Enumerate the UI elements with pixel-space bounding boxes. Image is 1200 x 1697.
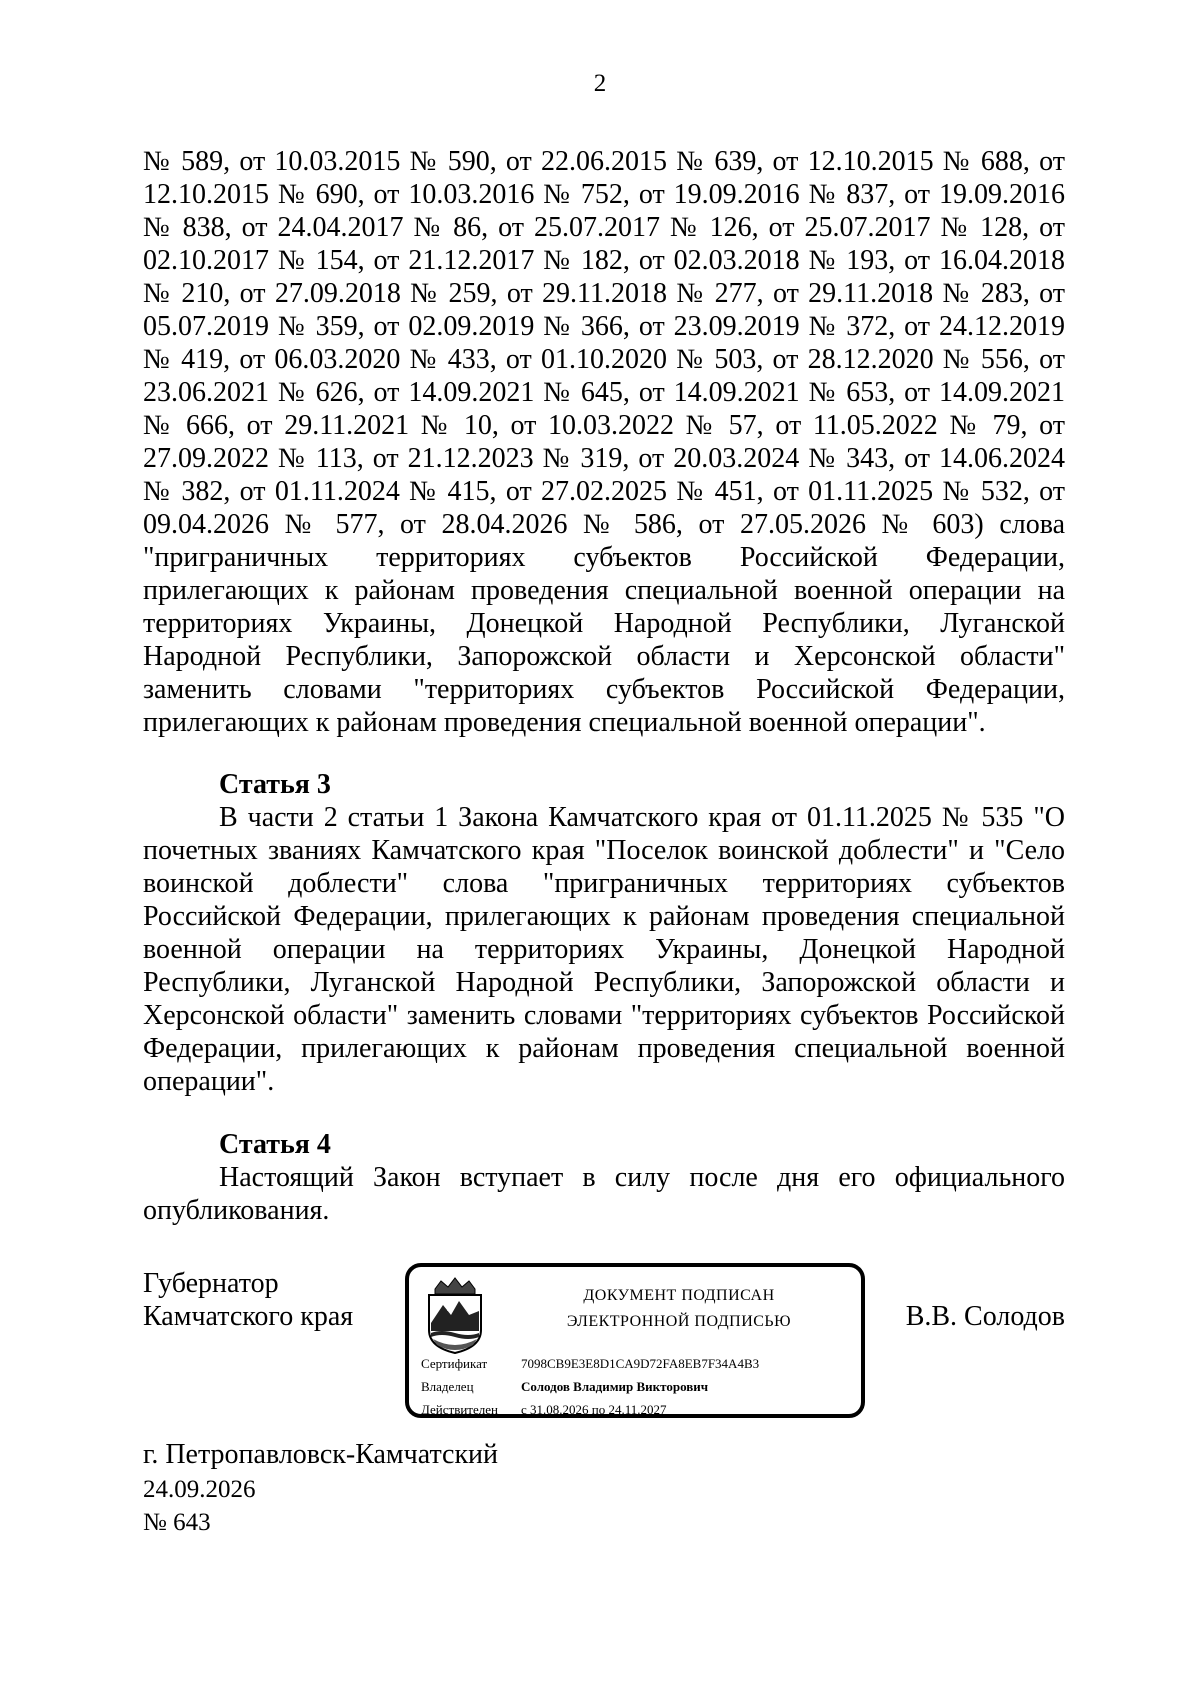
stamp-owner-row xyxy=(421,1379,708,1395)
footer-city: г. Петропавловск-Камчатский xyxy=(143,1439,499,1470)
signatory-position-line2: Камчатского края xyxy=(143,1301,354,1332)
footer-law-number: № 643 xyxy=(143,1509,211,1536)
stamp-certificate-label: Сертификат xyxy=(421,1356,488,1371)
stamp-title-line2: ЭЛЕКТРОННОЙ ПОДПИСЬЮ xyxy=(566,1313,792,1330)
footer-date: 24.09.2026 xyxy=(143,1476,256,1503)
stamp-title-line1: ДОКУМЕНТ ПОДПИСАН xyxy=(583,1287,775,1304)
stamp-certificate-row xyxy=(421,1356,759,1372)
electronic-signature-stamp xyxy=(405,1263,865,1418)
article-4-heading: Статья 4 xyxy=(219,1129,331,1160)
article-3-text: В части 2 статьи 1 Закона Камчатского края от 01.11.2025 № 535 "О почетных званиях Камчатского края "Поселок воинской доблести" и "Село воинской доблести" слова "приграничных территориях субъектов Российской Федерации, прилегающих к районам проведения специальной военной операции на территориях Украины, Донецкой Народной Республики, Луганской Народной Республики, Запорожской области и Херсонской области" заменить словами "территориях субъектов Российской Федерации, прилегающих к районам проведения специальной военной операции". xyxy=(143,802,1065,1097)
stamp-owner-value: Солодов Владимир Викторович xyxy=(521,1379,709,1394)
stamp-validity-value: с 31.08.2026 по 24.11.2027 xyxy=(521,1402,667,1417)
paragraph-amendment-list: № 589, от 10.03.2015 № 590, от 22.06.2015 № 639, от 12.10.2015 № 688, от 12.10.2015 № 690, от 10.03.2016 № 752, от 19.09.2016 № 837, от 19.09.2016 № 838, от 24.04.2017 № 86, от 25.07.2017 № 126, от 25.07.2017 № 128, от 02.10.2017 № 154, от 21.12.2017 № 182, от 02.03.2018 № 193, от 16.04.2018 № 210, от 27.09.2018 № 259, от 29.11.2018 № 277, от 29.11.2018 № 283, от 05.07.2019 № 359, от 02.09.2019 № 366, от 23.09.2019 № 372, от 24.12.2019 № 419, от 06.03.2020 № 433, от 01.10.2020 № 503, от 28.12.2020 № 556, от 23.06.2021 № 626, от 14.09.2021 № 645, от 14.09.2021 № 653, от 14.09.2021 № 666, от 29.11.2021 № 10, от 10.03.2022 № 57, от 11.05.2022 № 79, от 27.09.2022 № 113, от 21.12.2023 № 319, от 20.03.2024 № 343, от 14.06.2024 № 382, от 01.11.2024 № 415, от 27.02.2025 № 451, от 01.11.2025 № 532, от 09.04.2026 № 577, от 28.04.2026 № 586, от 27.05.2026 № 603) слова "приграничных территориях субъектов Российской Федерации, прилегающих к районам проведения специальной военной операции на территориях Украины, Донецкой Народной Республики, Луганской Народной Республики, Запорожской области и Херсонской области" заменить словами "территориях субъектов Российской Федерации, прилегающих к районам проведения специальной военной операции". xyxy=(143,146,1065,738)
signatory-name: В.В. Солодов xyxy=(905,1301,1065,1332)
stamp-owner-label: Владелец xyxy=(421,1379,474,1394)
article-4-text: Настоящий Закон вступает в силу после дня его официального опубликования. xyxy=(143,1162,1065,1226)
kamchatka-coat-of-arms-icon xyxy=(421,1275,489,1355)
page-number: 2 xyxy=(593,70,607,97)
stamp-certificate-value: 7098CB9E3E8D1CA9D72FA8EB7F34A4B3 xyxy=(521,1356,760,1371)
article-3-heading: Статья 3 xyxy=(219,769,331,800)
signatory-position xyxy=(143,1267,353,1333)
signatory-position-line1: Губернатор xyxy=(143,1268,279,1299)
stamp-validity-row xyxy=(421,1402,667,1418)
stamp-validity-label: Действителен xyxy=(421,1402,498,1417)
